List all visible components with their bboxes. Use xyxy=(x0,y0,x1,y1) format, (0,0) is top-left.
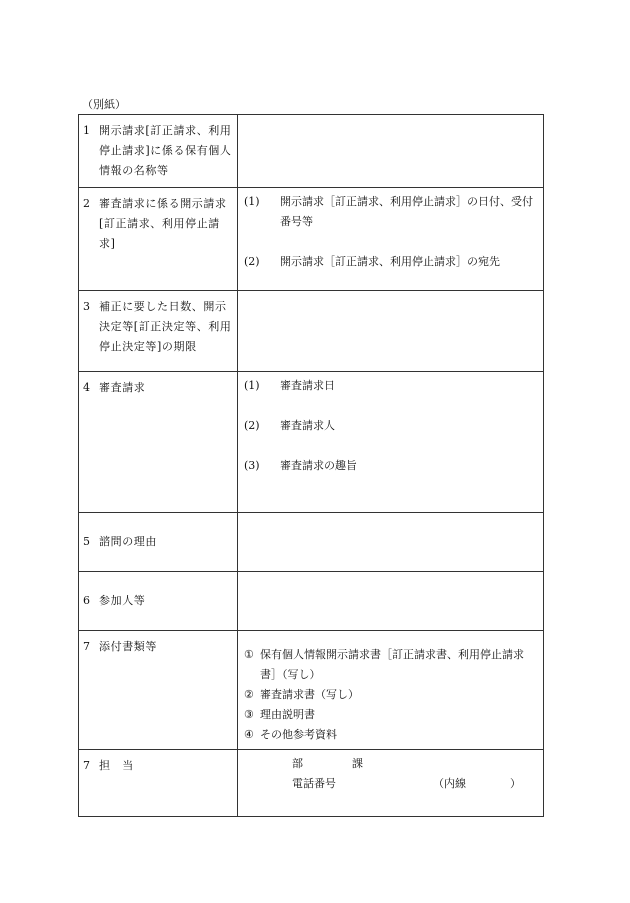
row-number: 7 xyxy=(83,759,90,772)
attachment-item: ③ 理由説明書 xyxy=(244,708,315,721)
row-content[interactable] xyxy=(238,572,544,631)
table-row xyxy=(79,750,544,817)
row-content[interactable] xyxy=(238,115,544,188)
list-item: (1) 開示請求［訂正請求、利用停止請求］の日付、受付番号等 xyxy=(244,195,533,228)
list-item: (1) 審査請求日 xyxy=(244,379,335,392)
row-label: 補正に要した日数、開示決定等[訂正決定等、利用停止決定等]の期限 xyxy=(99,300,232,353)
list-item: (3) 審査請求の趣旨 xyxy=(244,459,357,472)
attachment-item: ④ その他参考資料 xyxy=(244,728,337,741)
section-label: 課 xyxy=(352,757,363,770)
list-item: (2) 審査請求人 xyxy=(244,419,335,432)
table-row xyxy=(79,572,544,631)
row-content xyxy=(238,188,544,291)
table-row xyxy=(79,631,544,750)
row-number: 6 xyxy=(83,594,90,607)
row-label: 開示請求[訂正請求、利用停止請求]に係る保有個人情報の名称等 xyxy=(99,124,232,177)
row-number: 1 xyxy=(83,124,90,137)
row-label: 参加人等 xyxy=(99,594,146,607)
row-content xyxy=(238,750,544,817)
referral-form-table xyxy=(78,114,544,817)
dept-label: 部 xyxy=(292,757,303,770)
row-label: 担 当 xyxy=(99,759,134,772)
phone-label: 電話番号 xyxy=(292,777,336,790)
row-number: 5 xyxy=(83,535,90,548)
row-number: 3 xyxy=(83,300,90,313)
row-label: 審査請求 xyxy=(99,381,146,394)
row-label: 諮問の理由 xyxy=(99,535,157,548)
row-content xyxy=(238,372,544,513)
table-row xyxy=(79,115,544,188)
table-row xyxy=(79,513,544,572)
row-number: 4 xyxy=(83,381,90,394)
row-content[interactable] xyxy=(238,513,544,572)
attachment-caption: （別紙） xyxy=(82,98,126,111)
row-content[interactable] xyxy=(238,291,544,372)
row-label: 添付書類等 xyxy=(99,640,157,653)
table-row xyxy=(79,291,544,372)
list-item: (2) 開示請求［訂正請求、利用停止請求］の宛先 xyxy=(244,255,500,268)
attachment-item: ② 審査請求書（写し） xyxy=(244,688,359,701)
row-label: 審査請求に係る開示請求[訂正請求、利用停止請求] xyxy=(99,197,227,250)
extension-label: （内線 ） xyxy=(433,777,521,790)
row-number: 2 xyxy=(83,197,90,210)
row-number: 7 xyxy=(83,640,90,653)
table-row xyxy=(79,188,544,291)
attachment-item: ① 保有個人情報開示請求書［訂正請求書、利用停止請求書］（写し） xyxy=(244,648,524,681)
row-content xyxy=(238,631,544,750)
table-row xyxy=(79,372,544,513)
